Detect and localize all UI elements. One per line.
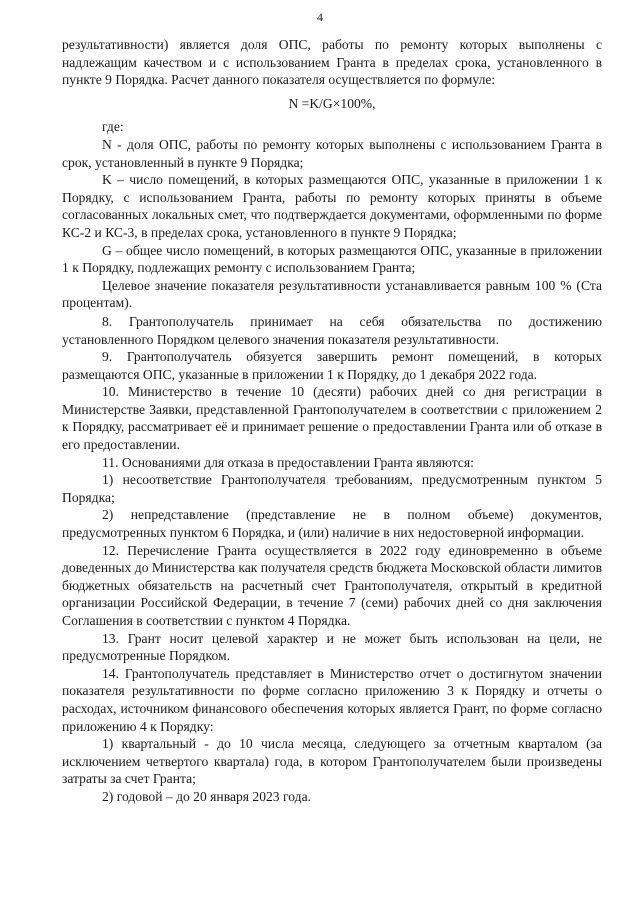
formula: N =K/G×100%, — [288, 95, 376, 111]
formula-where: где: — [102, 119, 124, 135]
paragraph-intro: результативности) является доля ОПС, работы по ремонту которых выполнены с надлежащим качеством и с использованием Гранта в пределах срока, установленного в пункте 9 Порядка. Расчет данного показателя осуществляется по формуле: — [62, 37, 602, 88]
definition-g: G – общее число помещений, в которых размещаются ОПС, указанные в приложении 1 к Порядку, подлежащих ремонту с использованием Гранта; — [62, 242, 602, 276]
definition-k: K – число помещений, в которых размещаются ОПС, указанные в приложении 1 к Порядку, с использованием Гранта, работы по ремонту которых приняты в объеме согласованных локальных смет, что подтверждается документами, оформленными по форме КС-2 и КС-3, в пределах срока, установленного в пункте 9 Порядка; — [62, 172, 602, 240]
paragraph-11: 11. Основаниями для отказа в предоставлении Гранта являются: — [102, 454, 474, 470]
paragraph-12: 12. Перечисление Гранта осуществляется в 2022 году единовременно в объеме доведенных до Министерства как получателя средств бюджета Московской области лимитов бюджетных обязательств на расчетный счет Грантополучателя, открытый в кредитной организации Российской Федерации, в течение 7 (семи) рабочих дней со дня заключения Соглашения в соответствии с пунктом 4 Порядка. — [62, 542, 602, 628]
paragraph-11-item-2: 2) непредставление (представление не в полном объеме) документов, предусмотренных пунктом 6 Порядка, и (или) наличие в них недостоверной информации. — [62, 507, 602, 541]
document-body — [62, 36, 602, 806]
definition-n: N - доля ОПС, работы по ремонту которых выполнены с использованием Гранта в срок, установленный в пункте 9 Порядка; — [62, 136, 602, 170]
paragraph-8: 8. Грантополучатель принимает на себя обязательства по достижению установленного Порядком целевого значения показателя результативности. — [62, 313, 602, 347]
target-value: Целевое значение показателя результативности устанавливается равным 100 % (Ста процентам). — [62, 277, 602, 311]
paragraph-13: 13. Грант носит целевой характер и не может быть использован на цели, не предусмотренные Порядком. — [62, 630, 602, 664]
paragraph-14-item-2: 2) годовой – до 20 января 2023 года. — [102, 788, 311, 804]
paragraph-10: 10. Министерство в течение 10 (десяти) рабочих дней со дня регистрации в Министерстве Заявки, представленной Грантополучателем в соответствии с приложением 2 к Порядку, рассматривает её и принимает решение о предоставлении Гранта или об отказе в его предоставлении. — [62, 384, 602, 453]
paragraph-11-item-1: 1) несоответствие Грантополучателя требованиям, предусмотренным пунктом 5 Порядка; — [62, 472, 602, 505]
paragraph-14: 14. Грантополучатель представляет в Министерство отчет о достигнутом значении показателя результативности по форме согласно приложению 3 к Порядку и отчеты о расходах, источником финансового обеспечения которых является Грант, по форме согласно приложению 4 к Порядку: — [62, 665, 602, 734]
page-number: 4 — [317, 10, 323, 24]
paragraph-9: 9. Грантополучатель обязуется завершить ремонт помещений, в которых размещаются ОПС, указанные в приложении 1 к Порядку, до 1 декабря 2022 года. — [62, 349, 602, 382]
paragraph-14-item-1: 1) квартальный - до 10 числа месяца, следующего за отчетным кварталом (за исключением четвертого квартала) года, в котором Грантополучателем были произведены затраты за счет Гранта; — [62, 736, 602, 787]
